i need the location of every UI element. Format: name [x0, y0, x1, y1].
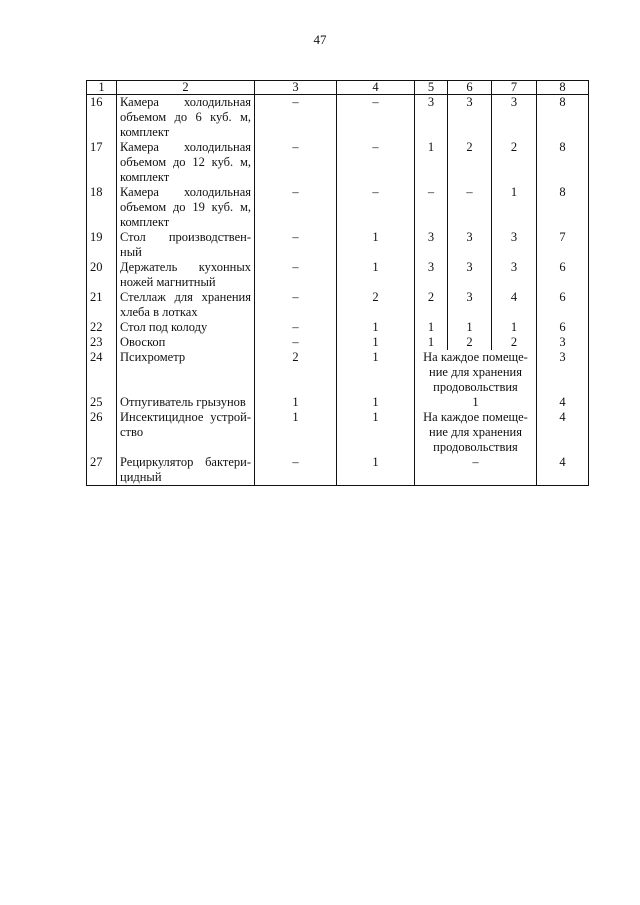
quantity-cell: 2	[492, 140, 537, 185]
quantity-cell: –	[255, 185, 337, 230]
table-row	[87, 140, 589, 185]
service-life-cell: 6	[537, 320, 589, 335]
quantity-cell: –	[255, 260, 337, 290]
service-life-cell: 7	[537, 230, 589, 260]
quantity-cell: 1	[337, 230, 415, 260]
quantity-cell: 2	[492, 335, 537, 350]
row-number-cell: 19	[87, 230, 117, 260]
header-cell: 3	[255, 81, 337, 95]
quantity-cell: –	[255, 335, 337, 350]
row-number-cell: 27	[87, 455, 117, 486]
quantity-cell: 1	[415, 320, 448, 335]
header-cell: 8	[537, 81, 589, 95]
quantity-cell: 3	[415, 230, 448, 260]
service-life-cell: 4	[537, 455, 589, 486]
service-life-cell: 6	[537, 290, 589, 320]
quantity-cell: –	[255, 320, 337, 335]
quantity-cell: 1	[492, 320, 537, 335]
header-cell: 7	[492, 81, 537, 95]
quantity-cell: 1	[255, 410, 337, 455]
row-number-cell: 26	[87, 410, 117, 455]
merged-quantity-cell: На каждое помеще-ние для хранения продовольствия	[415, 410, 537, 455]
header-cell: 6	[448, 81, 492, 95]
table-row	[87, 185, 589, 230]
row-number-cell: 16	[87, 95, 117, 141]
service-life-cell: 4	[537, 395, 589, 410]
quantity-cell: 1	[415, 335, 448, 350]
quantity-cell: 3	[492, 260, 537, 290]
quantity-cell: –	[415, 185, 448, 230]
header-cell: 1	[87, 81, 117, 95]
item-name-cell: Стол под колоду	[117, 320, 255, 335]
quantity-cell: 3	[448, 230, 492, 260]
quantity-cell: 2	[415, 290, 448, 320]
quantity-cell: 1	[337, 335, 415, 350]
page-number: 47	[313, 32, 327, 47]
table-row	[87, 395, 589, 410]
item-name-cell: Держатель кухонных ножей магнитный	[117, 260, 255, 290]
quantity-cell: –	[255, 140, 337, 185]
row-number-cell: 24	[87, 350, 117, 395]
equipment-table	[86, 80, 589, 486]
service-life-cell: 8	[537, 140, 589, 185]
quantity-cell: –	[255, 290, 337, 320]
table-row	[87, 455, 589, 486]
row-number-cell: 17	[87, 140, 117, 185]
quantity-cell: 1	[255, 395, 337, 410]
quantity-cell: –	[337, 140, 415, 185]
service-life-cell: 3	[537, 335, 589, 350]
quantity-cell: 3	[415, 260, 448, 290]
quantity-cell: 2	[448, 335, 492, 350]
quantity-cell: 3	[448, 95, 492, 141]
quantity-cell: 3	[448, 260, 492, 290]
service-life-cell: 8	[537, 185, 589, 230]
table-row	[87, 320, 589, 335]
quantity-cell: 2	[337, 290, 415, 320]
merged-quantity-cell: –	[415, 455, 537, 486]
item-name-cell: Камера холодильная объемом до 12 куб. м, комплект	[117, 140, 255, 185]
row-number-cell: 20	[87, 260, 117, 290]
table-row	[87, 410, 589, 455]
service-life-cell: 3	[537, 350, 589, 395]
quantity-cell: 1	[337, 260, 415, 290]
item-name-cell: Камера холодильная объемом до 19 куб. м, комплект	[117, 185, 255, 230]
table-header-row	[87, 81, 589, 95]
row-number-cell: 23	[87, 335, 117, 350]
quantity-cell: 1	[492, 185, 537, 230]
merged-quantity-cell: На каждое помеще-ние для хранения продовольствия	[415, 350, 537, 395]
table-row	[87, 290, 589, 320]
item-name-cell: Стол производствен-ный	[117, 230, 255, 260]
row-number-cell: 18	[87, 185, 117, 230]
quantity-cell: 1	[337, 350, 415, 395]
quantity-cell: 1	[448, 320, 492, 335]
quantity-cell: 1	[337, 410, 415, 455]
header-cell: 5	[415, 81, 448, 95]
quantity-cell: 4	[492, 290, 537, 320]
service-life-cell: 4	[537, 410, 589, 455]
item-name-cell: Стеллаж для хранения хлеба в лотках	[117, 290, 255, 320]
item-name-cell: Овоскоп	[117, 335, 255, 350]
quantity-cell: 1	[337, 395, 415, 410]
quantity-cell: –	[255, 95, 337, 141]
service-life-cell: 8	[537, 95, 589, 141]
header-cell: 4	[337, 81, 415, 95]
row-number-cell: 22	[87, 320, 117, 335]
quantity-cell: 1	[337, 455, 415, 486]
quantity-cell: 3	[448, 290, 492, 320]
item-name-cell: Психрометр	[117, 350, 255, 395]
quantity-cell: 2	[448, 140, 492, 185]
quantity-cell: 3	[492, 95, 537, 141]
row-number-cell: 25	[87, 395, 117, 410]
quantity-cell: 1	[415, 140, 448, 185]
table-row	[87, 335, 589, 350]
item-name-cell: Камера холодильная объемом до 6 куб. м, комплект	[117, 95, 255, 141]
table-row	[87, 350, 589, 395]
header-cell: 2	[117, 81, 255, 95]
row-number-cell: 21	[87, 290, 117, 320]
service-life-cell: 6	[537, 260, 589, 290]
quantity-cell: 3	[415, 95, 448, 141]
table-row	[87, 260, 589, 290]
quantity-cell: –	[337, 95, 415, 141]
quantity-cell: 2	[255, 350, 337, 395]
quantity-cell: –	[448, 185, 492, 230]
table-row	[87, 95, 589, 141]
quantity-cell: –	[255, 455, 337, 486]
quantity-cell: –	[255, 230, 337, 260]
item-name-cell: Инсектицидное устрой-ство	[117, 410, 255, 455]
quantity-cell: 3	[492, 230, 537, 260]
item-name-cell: Отпугиватель грызунов	[117, 395, 255, 410]
table-row	[87, 230, 589, 260]
quantity-cell: –	[337, 185, 415, 230]
merged-quantity-cell: 1	[415, 395, 537, 410]
quantity-cell: 1	[337, 320, 415, 335]
item-name-cell: Рециркулятор бактери-цидный	[117, 455, 255, 486]
